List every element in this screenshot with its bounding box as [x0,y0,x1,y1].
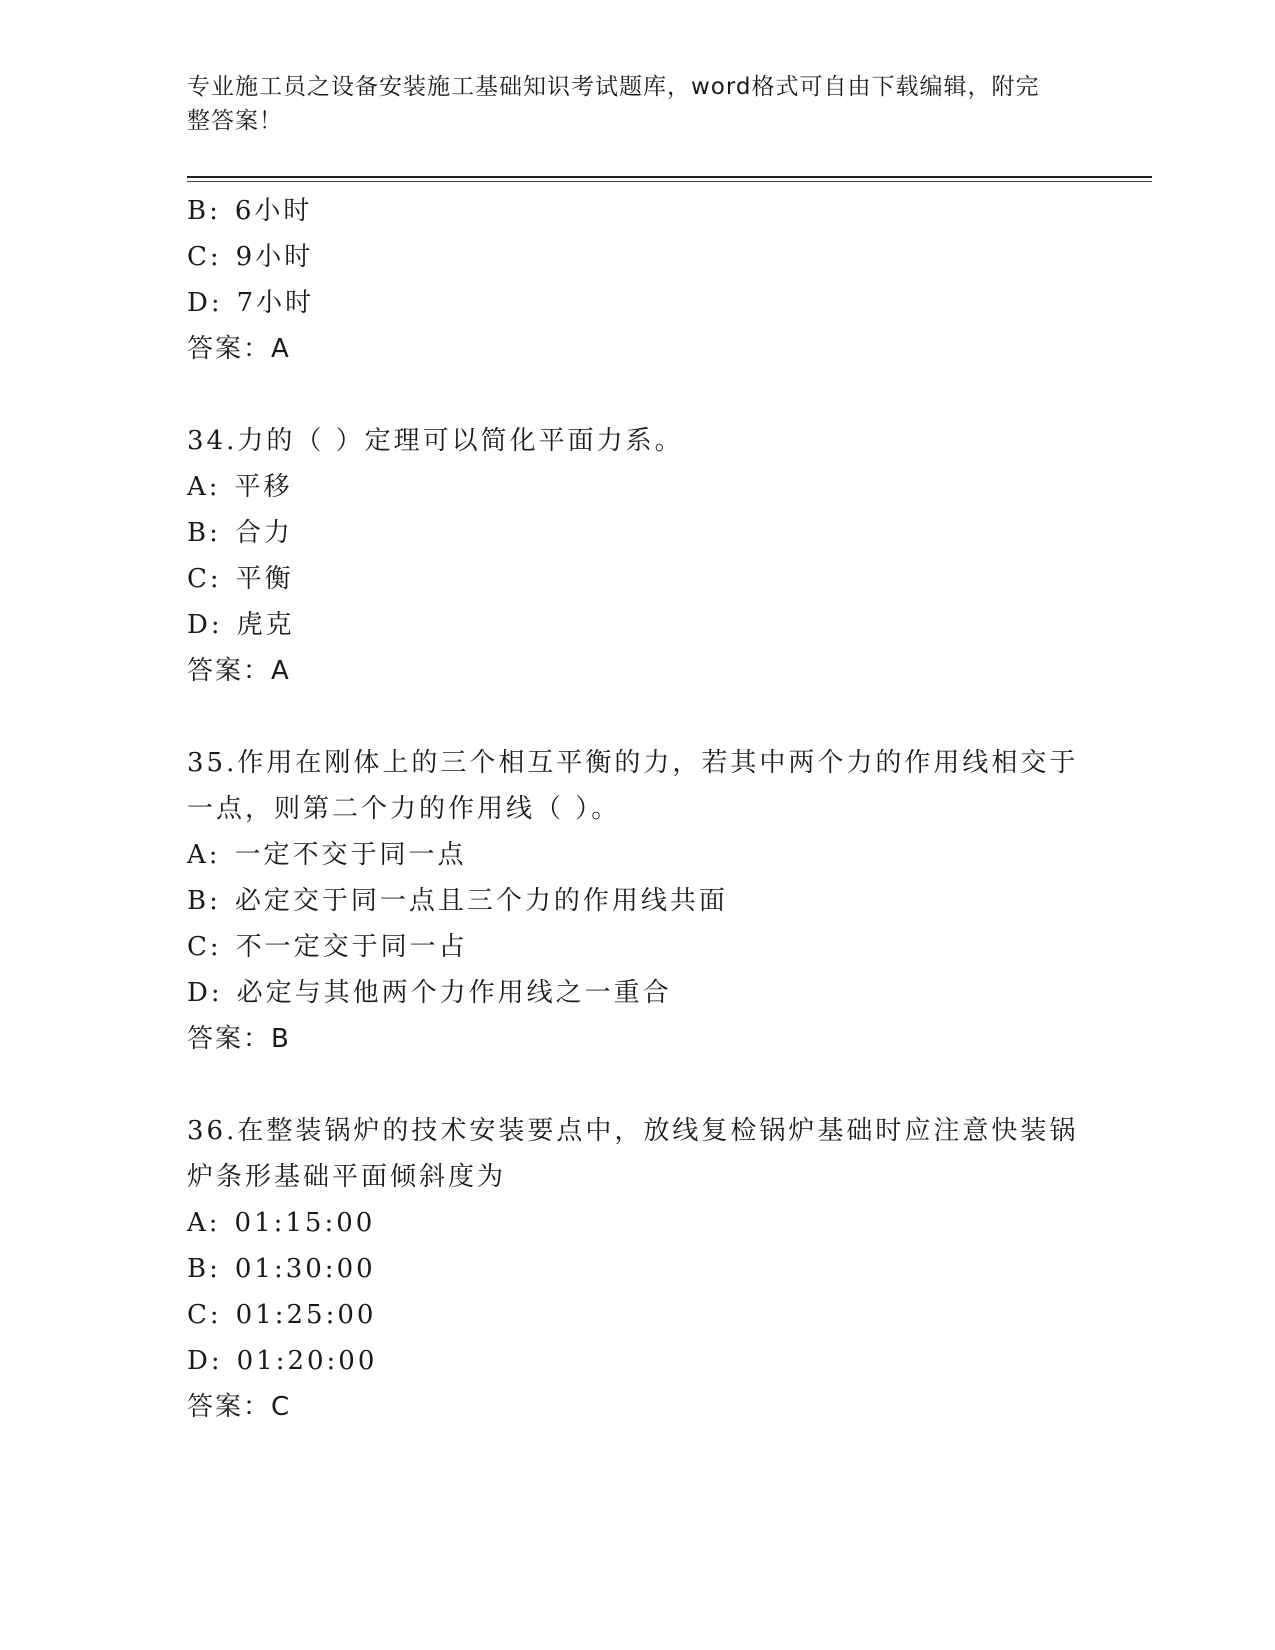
header-divider-thin [187,181,1152,182]
option-row [187,510,1087,556]
option-key: B: [187,196,221,226]
option-key: A: [187,472,221,502]
option-row [187,280,1087,326]
option-key: D: [187,288,223,318]
option-row [187,234,1087,280]
question-block-35 [187,740,1087,1062]
question-block-prev [187,188,1087,372]
answer-line: 答案：A [187,334,291,364]
option-key: B: [187,886,221,916]
option-row [187,1292,1087,1338]
option-key: B: [187,518,221,548]
option-key: D: [187,1346,223,1376]
option-text: 必定与其他两个力作用线之一重合 [236,978,672,1008]
option-text: 虎克 [236,610,295,640]
option-row [187,188,1087,234]
document-header [187,70,1067,138]
option-text: 平移 [234,472,293,502]
spacer [187,694,1087,740]
option-text: 01:20:00 [236,1346,378,1376]
option-row [187,970,1087,1016]
answer-line: 答案：B [187,1024,291,1054]
question-text: 一点，则第二个力的作用线（ ）。 [187,794,621,824]
option-key: B: [187,1254,221,1284]
option-text: 7小时 [236,288,315,318]
option-row [187,1200,1087,1246]
option-row [187,1338,1087,1384]
option-row [187,832,1087,878]
question-text: 35.作用在刚体上的三个相互平衡的力，若其中两个力的作用线相交于 [187,748,1079,778]
question-block-34 [187,418,1087,694]
option-row [187,602,1087,648]
option-key: C: [187,932,222,962]
option-row [187,556,1087,602]
option-text: 6小时 [234,196,313,226]
question-text: 36.在整装锅炉的技术安装要点中，放线复检锅炉基础时应注意快装锅 [187,1116,1079,1146]
option-row [187,1246,1087,1292]
header-line-2: 整答案！ [187,108,283,134]
option-text: 9小时 [235,242,314,272]
option-text: 一定不交于同一点 [234,840,467,870]
question-text: 34.力的（ ）定理可以简化平面力系。 [187,426,684,456]
option-text: 01:15:00 [234,1208,376,1238]
option-key: A: [187,840,221,870]
option-key: D: [187,978,223,1008]
option-text: 合力 [234,518,293,548]
option-row [187,924,1087,970]
option-key: D: [187,610,223,640]
option-key: C: [187,242,222,272]
option-text: 必定交于同一点且三个力的作用线共面 [234,886,728,916]
header-divider-thick [187,176,1152,178]
option-key: A: [187,1208,221,1238]
option-text: 01:30:00 [234,1254,376,1284]
option-key: C: [187,564,222,594]
spacer [187,1062,1087,1108]
option-row [187,878,1087,924]
option-text: 平衡 [235,564,294,594]
answer-line: 答案：C [187,1392,292,1422]
header-line-1: 专业施工员之设备安装施工基础知识考试题库，word格式可自由下载编辑，附完 [187,74,1040,100]
option-key: C: [187,1300,222,1330]
option-row [187,464,1087,510]
question-text: 炉条形基础平面倾斜度为 [187,1162,507,1192]
question-list [187,188,1087,1430]
question-block-36 [187,1108,1087,1430]
option-text: 不一定交于同一占 [235,932,468,962]
spacer [187,372,1087,418]
option-text: 01:25:00 [235,1300,377,1330]
answer-line: 答案：A [187,656,291,686]
